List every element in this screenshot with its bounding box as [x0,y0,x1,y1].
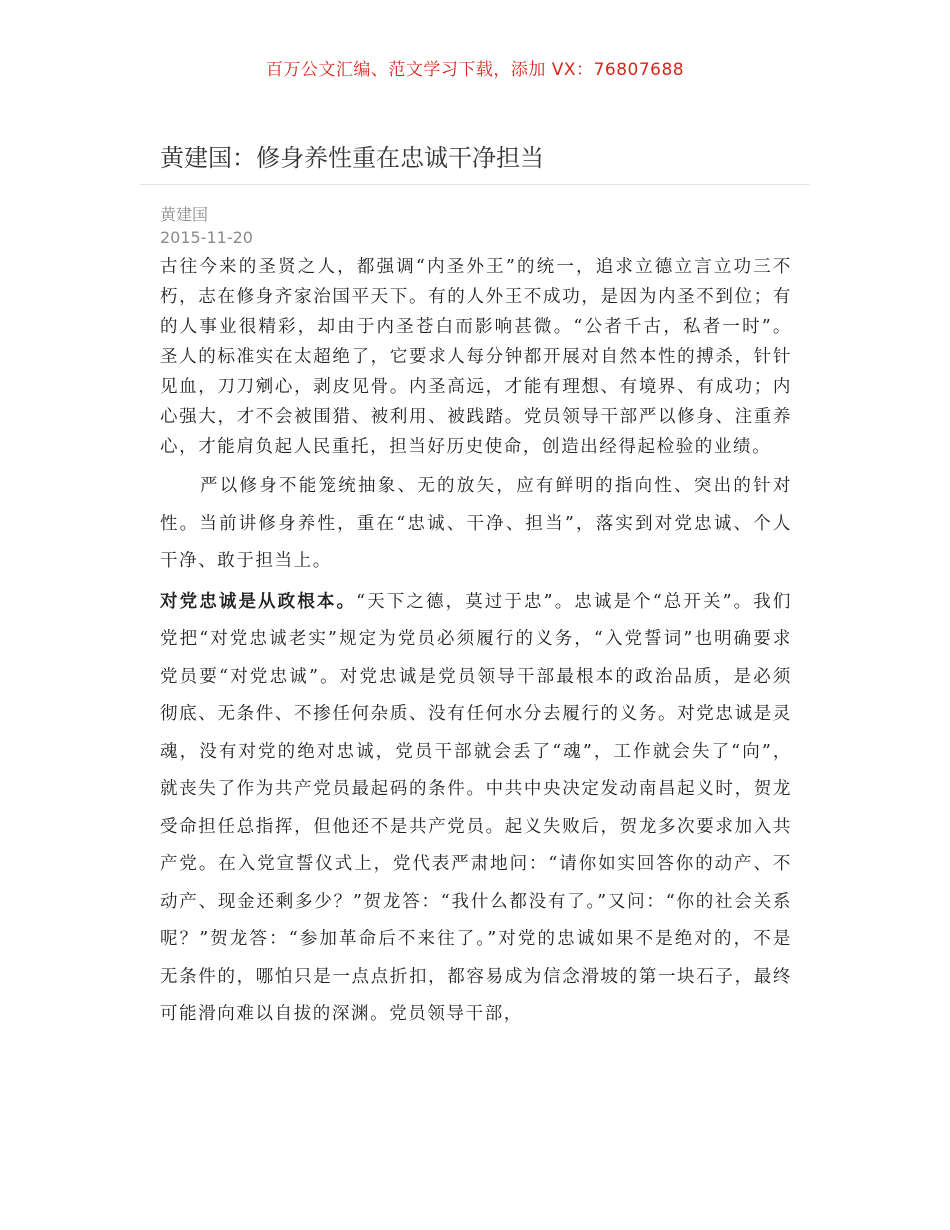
article-body [160,252,792,1034]
title-divider [140,184,810,185]
paragraph-lead-heading: 对党忠诚是从政根本。 [160,591,357,612]
article-title: 黄建国：修身养性重在忠诚干净担当 [160,144,544,172]
paragraph-focus: 严以修身不能笼统抽象、无的放矢，应有鲜明的指向性、突出的针对性。当前讲修身养性，重在“忠诚、干净、担当”，落实到对党忠诚、个人干净、敢于担当上。 [160,476,792,571]
paragraph-loyalty-text: “天下之德，莫过于忠”。忠诚是个“总开关”。我们党把“对党忠诚老实”规定为党员必须履行的义务，“入党誓词”也明确要求党员要“对党忠诚”。对党忠诚是党员领导干部最根本的政治品质，是必须彻底、无条件、不掺任何杂质、没有任何水分去履行的义务。对党忠诚是灵魂，没有对党的绝对忠诚，党员干部就会丢了“魂”，工作就会失了“向”，就丧失了作为共产党员最起码的条件。中共中央决定发动南昌起义时，贺龙受命担任总指挥，但他还不是共产党员。起义失败后，贺龙多次要求加入共产党。在入党宣誓仪式上，党代表严肃地问：“请你如实回答你的动产、不动产、现金还剩多少？”贺龙答：“我什么都没有了。”又问：“你的社会关系呢？”贺龙答：“参加革命后不来往了。”对党的忠诚如果不是绝对的，不是无条件的，哪怕只是一点点折扣，都容易成为信念滑坡的第一块石子，最终可能滑向难以自拔的深渊。党员领导干部， [160,591,792,1024]
promo-banner: 百万公文汇编、范文学习下载，添加 VX：76807688 [265,60,685,80]
article-date: 2015-11-20 [160,228,253,247]
paragraph-loyalty [160,584,792,1034]
article-author: 黄建国 [160,205,209,224]
paragraph-intro: 古往今来的圣贤之人，都强调“内圣外王”的统一，追求立德立言立功三不朽，志在修身齐家治国平天下。有的人外王不成功，是因为内圣不到位；有的人事业很精彩，却由于内圣苍白而影响甚微。“公者千古，私者一时”。圣人的标准实在太超绝了，它要求人每分钟都开展对自然本性的搏杀，针针见血，刀刀剜心，剥皮见骨。内圣高远，才能有理想、有境界、有成功；内心强大，才不会被围猎、被利用、被践踏。党员领导干部严以修身、注重养心，才能肩负起人民重托，担当好历史使命，创造出经得起检验的业绩。 [160,257,792,457]
